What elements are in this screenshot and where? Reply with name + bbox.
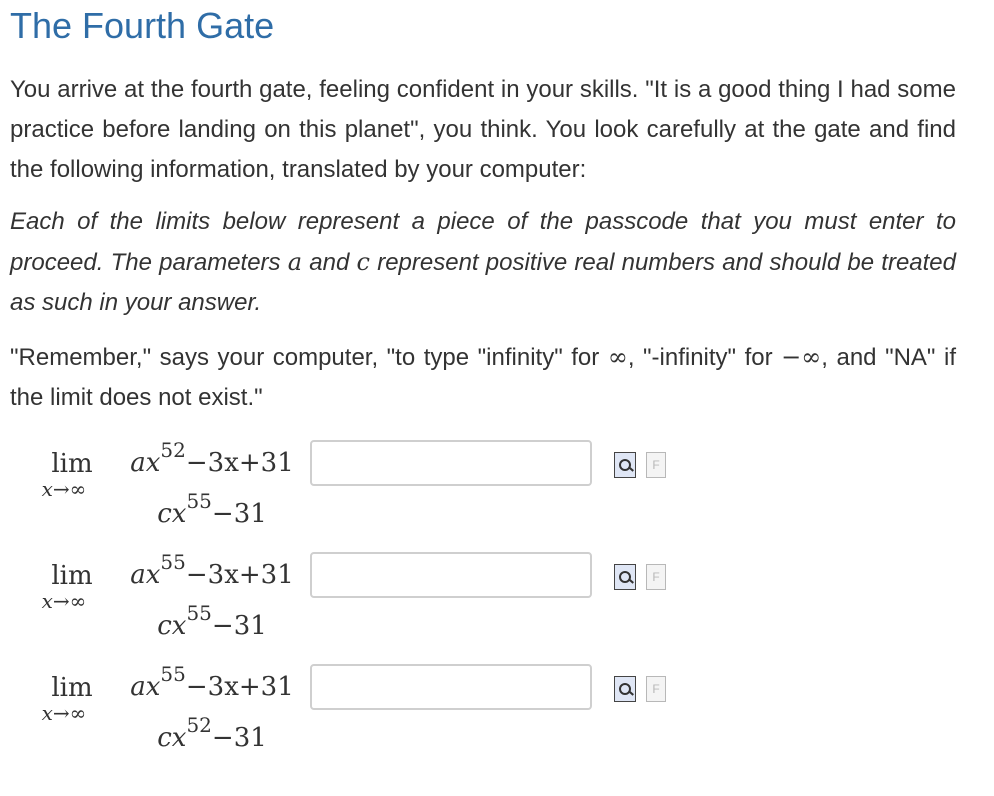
limit-fraction — [118, 656, 306, 756]
limit-operator — [32, 562, 112, 612]
denominator: $cx^{55}-31$ — [157, 601, 267, 641]
problem-list — [10, 440, 956, 776]
numerator: $ax^{52}-3x+31$ — [130, 438, 294, 478]
limit-problem-2 — [10, 552, 990, 664]
format-help-icon[interactable]: F — [646, 564, 666, 590]
instructions-text-1: Each of the limits below represent a piece of the passcode that you must enter to proceed. The parameters — [10, 208, 956, 276]
lim-subscript: x→∞ — [41, 701, 87, 725]
limit-operator — [32, 450, 112, 500]
lim-word: lim — [51, 561, 93, 591]
reminder-paragraph — [10, 337, 956, 418]
instructions-text-3: represent positive real numbers and should be treated as such in your answer. — [10, 249, 957, 316]
limit-fraction — [118, 432, 306, 532]
preview-magnifier-icon[interactable] — [614, 452, 636, 478]
infinity-symbol: ∞ — [607, 343, 628, 371]
lim-word: lim — [51, 673, 93, 703]
limit-fraction — [118, 544, 306, 644]
reminder-text-2: , "-infinity" for — [627, 344, 782, 371]
numerator: $ax^{55}-3x+31$ — [130, 550, 294, 590]
param-a: a — [287, 248, 303, 276]
answer-input-1[interactable] — [310, 440, 592, 486]
lim-subscript: x→∞ — [41, 477, 87, 501]
denominator: $cx^{55}-31$ — [157, 489, 267, 529]
answer-input-2[interactable] — [310, 552, 592, 598]
denominator: $cx^{52}-31$ — [157, 713, 267, 753]
neg-infinity-symbol: −∞ — [781, 343, 822, 371]
format-help-icon[interactable]: F — [646, 452, 666, 478]
instructions-text-2: and — [302, 249, 357, 276]
answer-input-3[interactable] — [310, 664, 592, 710]
instructions-paragraph — [10, 202, 956, 323]
limit-operator — [32, 674, 112, 724]
reminder-text-3: , and "NA" if the limit does not exist." — [10, 344, 956, 411]
preview-magnifier-icon[interactable] — [614, 564, 636, 590]
page-title: The Fourth Gate — [10, 5, 275, 46]
reminder-text-1: "Remember," says your computer, "to type "infinity" for — [10, 344, 608, 371]
numerator: $ax^{55}-3x+31$ — [130, 662, 294, 702]
limit-problem-1 — [10, 440, 990, 552]
format-help-icon[interactable]: F — [646, 676, 666, 702]
limit-problem-3 — [10, 664, 990, 776]
lim-word: lim — [51, 449, 93, 479]
intro-paragraph: You arrive at the fourth gate, feeling confident in your skills. "It is a good thing I had some practice before landing on this planet", you think. You look carefully at the gate and find the following information, translated by your computer: — [10, 76, 956, 183]
param-c: c — [356, 248, 370, 276]
lim-subscript: x→∞ — [41, 589, 87, 613]
preview-magnifier-icon[interactable] — [614, 676, 636, 702]
